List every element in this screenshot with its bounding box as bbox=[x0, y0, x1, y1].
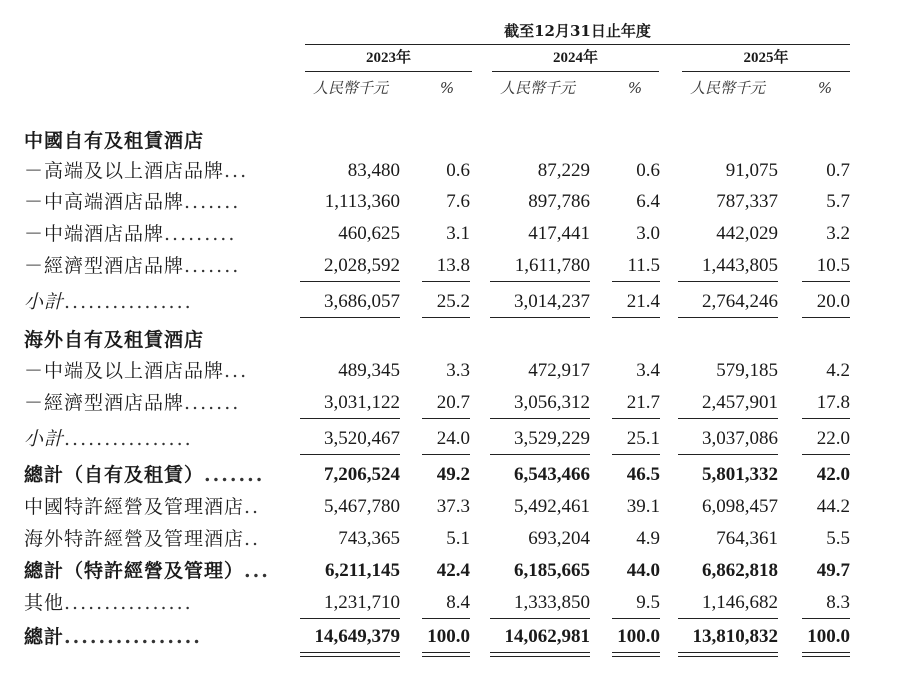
leader-dots: .. bbox=[244, 496, 261, 518]
amount-cell: 3,520,467 bbox=[324, 428, 400, 449]
leader-dots: ................ bbox=[64, 626, 202, 648]
percent-cell: 7.6 bbox=[446, 191, 470, 212]
amount-cell: 1,443,805 bbox=[702, 255, 778, 276]
underline bbox=[490, 618, 590, 619]
percent-cell: 21.4 bbox=[626, 291, 660, 312]
percent-cell: 39.1 bbox=[626, 496, 660, 517]
amount-unit-label: 人民幣千元 bbox=[690, 79, 766, 97]
leader-dots: ... bbox=[224, 160, 249, 182]
double-underline bbox=[422, 652, 470, 657]
row-label bbox=[24, 426, 193, 452]
row-label bbox=[24, 590, 193, 616]
leader-dots: ... bbox=[244, 560, 270, 582]
percent-cell: 9.5 bbox=[636, 592, 660, 613]
underline bbox=[422, 281, 470, 282]
percent-cell: 3.1 bbox=[446, 223, 470, 244]
amount-cell: 6,862,818 bbox=[702, 560, 778, 581]
amount-cell: 3,686,057 bbox=[324, 291, 400, 312]
leader-dots: ....... bbox=[184, 392, 241, 414]
row-label-text: －中端及以上酒店品牌 bbox=[24, 360, 225, 382]
underline bbox=[802, 418, 850, 419]
row-label bbox=[24, 494, 260, 520]
underline bbox=[678, 454, 778, 455]
underline bbox=[802, 317, 850, 318]
amount-cell: 6,185,665 bbox=[514, 560, 590, 581]
underline bbox=[802, 454, 850, 455]
amount-cell: 87,229 bbox=[537, 160, 590, 181]
percent-cell: 5.7 bbox=[826, 191, 850, 212]
period-header-rule bbox=[305, 44, 850, 45]
amount-cell: 7,206,524 bbox=[324, 464, 400, 485]
underline bbox=[612, 418, 660, 419]
underline bbox=[422, 317, 470, 318]
percent-unit-label: % bbox=[439, 79, 455, 97]
percent-cell: 22.0 bbox=[816, 428, 850, 449]
row-label-text: 小計 bbox=[24, 428, 65, 450]
percent-cell: 21.7 bbox=[626, 392, 660, 413]
leader-dots: ....... bbox=[184, 191, 241, 213]
underline bbox=[678, 618, 778, 619]
underline bbox=[490, 454, 590, 455]
row-label bbox=[24, 128, 204, 154]
amount-cell: 417,441 bbox=[528, 223, 590, 244]
leader-dots: ......... bbox=[164, 223, 237, 245]
amount-cell: 3,014,237 bbox=[514, 291, 590, 312]
leader-dots: ....... bbox=[184, 255, 241, 277]
row-label bbox=[24, 253, 240, 279]
double-underline bbox=[300, 652, 400, 657]
amount-cell: 5,467,780 bbox=[324, 496, 400, 517]
percent-cell: 44.2 bbox=[816, 496, 850, 517]
amount-cell: 14,062,981 bbox=[504, 626, 590, 647]
underline bbox=[300, 454, 400, 455]
amount-cell: 743,365 bbox=[338, 528, 400, 549]
double-underline bbox=[678, 652, 778, 657]
year-header: 2024年 bbox=[552, 50, 598, 66]
row-label-text: －經濟型酒店品牌 bbox=[24, 255, 185, 277]
percent-cell: 49.2 bbox=[436, 464, 470, 485]
amount-cell: 5,801,332 bbox=[702, 464, 778, 485]
amount-cell: 2,764,246 bbox=[702, 291, 778, 312]
row-label-text: 海外自有及租賃酒店 bbox=[24, 329, 205, 351]
row-label bbox=[24, 358, 248, 384]
underline bbox=[422, 454, 470, 455]
percent-cell: 0.6 bbox=[446, 160, 470, 181]
underline bbox=[612, 281, 660, 282]
underline bbox=[300, 281, 400, 282]
underline bbox=[678, 418, 778, 419]
row-label bbox=[24, 624, 202, 650]
percent-unit-label: % bbox=[817, 79, 833, 97]
percent-cell: 25.2 bbox=[436, 291, 470, 312]
year-header-rule bbox=[305, 71, 472, 72]
amount-cell: 489,345 bbox=[338, 360, 400, 381]
row-label-text: 海外特許經營及管理酒店 bbox=[24, 528, 245, 550]
amount-cell: 1,231,710 bbox=[324, 592, 400, 613]
amount-cell: 6,098,457 bbox=[702, 496, 778, 517]
row-label-text: 小計 bbox=[24, 291, 65, 313]
amount-unit-label: 人民幣千元 bbox=[500, 79, 576, 97]
percent-cell: 11.5 bbox=[627, 255, 660, 276]
amount-cell: 787,337 bbox=[716, 191, 778, 212]
row-label bbox=[24, 558, 270, 584]
amount-cell: 1,146,682 bbox=[702, 592, 778, 613]
amount-cell: 1,611,780 bbox=[514, 255, 590, 276]
row-label-text: －經濟型酒店品牌 bbox=[24, 392, 185, 414]
underline bbox=[678, 317, 778, 318]
percent-cell: 6.4 bbox=[636, 191, 660, 212]
percent-cell: 8.3 bbox=[826, 592, 850, 613]
percent-cell: 3.4 bbox=[636, 360, 660, 381]
amount-cell: 693,204 bbox=[528, 528, 590, 549]
underline bbox=[422, 418, 470, 419]
amount-cell: 472,917 bbox=[528, 360, 590, 381]
percent-cell: 24.0 bbox=[436, 428, 470, 449]
percent-cell: 100.0 bbox=[807, 626, 850, 647]
year-header-rule bbox=[492, 71, 659, 72]
underline bbox=[612, 454, 660, 455]
amount-cell: 5,492,461 bbox=[514, 496, 590, 517]
row-label bbox=[24, 390, 240, 416]
percent-cell: 44.0 bbox=[626, 560, 660, 581]
amount-cell: 3,529,229 bbox=[514, 428, 590, 449]
row-label bbox=[24, 327, 204, 353]
row-label bbox=[24, 289, 193, 315]
percent-cell: 3.0 bbox=[636, 223, 660, 244]
percent-cell: 49.7 bbox=[816, 560, 850, 581]
amount-cell: 764,361 bbox=[716, 528, 778, 549]
period-header: 截至12月31日止年度 bbox=[504, 22, 651, 40]
row-label-text: 中國特許經營及管理酒店 bbox=[24, 496, 245, 518]
leader-dots: ................ bbox=[64, 291, 193, 313]
leader-dots: ................ bbox=[64, 428, 193, 450]
underline bbox=[612, 317, 660, 318]
amount-cell: 2,457,901 bbox=[702, 392, 778, 413]
amount-cell: 897,786 bbox=[528, 191, 590, 212]
percent-cell: 5.1 bbox=[446, 528, 470, 549]
row-label-text: 總計（自有及租賃） bbox=[24, 464, 205, 486]
year-header: 2025年 bbox=[743, 50, 789, 66]
percent-cell: 3.3 bbox=[446, 360, 470, 381]
row-label-text: －中端酒店品牌 bbox=[24, 223, 165, 245]
amount-cell: 2,028,592 bbox=[324, 255, 400, 276]
percent-unit-label: % bbox=[627, 79, 643, 97]
underline bbox=[422, 618, 470, 619]
percent-cell: 25.1 bbox=[626, 428, 660, 449]
amount-cell: 6,211,145 bbox=[325, 560, 400, 581]
percent-cell: 17.8 bbox=[816, 392, 850, 413]
row-label-text: 總計（特許經營及管理） bbox=[24, 560, 245, 582]
row-label-text: －高端及以上酒店品牌 bbox=[24, 160, 225, 182]
percent-cell: 10.5 bbox=[816, 255, 850, 276]
amount-cell: 3,037,086 bbox=[702, 428, 778, 449]
year-header-rule bbox=[682, 71, 850, 72]
double-underline bbox=[802, 652, 850, 657]
underline bbox=[490, 418, 590, 419]
percent-cell: 4.9 bbox=[636, 528, 660, 549]
percent-cell: 3.2 bbox=[826, 223, 850, 244]
amount-cell: 3,031,122 bbox=[324, 392, 400, 413]
underline bbox=[300, 418, 400, 419]
leader-dots: ... bbox=[224, 360, 249, 382]
amount-cell: 1,333,850 bbox=[514, 592, 590, 613]
row-label bbox=[24, 462, 264, 488]
percent-cell: 100.0 bbox=[617, 626, 660, 647]
percent-cell: 20.7 bbox=[436, 392, 470, 413]
percent-cell: 5.5 bbox=[826, 528, 850, 549]
year-header: 2023年 bbox=[365, 50, 411, 66]
amount-unit-label: 人民幣千元 bbox=[313, 79, 389, 97]
percent-cell: 0.7 bbox=[826, 160, 850, 181]
underline bbox=[300, 618, 400, 619]
amount-cell: 579,185 bbox=[716, 360, 778, 381]
row-label-text: 總計 bbox=[24, 626, 65, 648]
percent-cell: 37.3 bbox=[436, 496, 470, 517]
underline bbox=[490, 317, 590, 318]
percent-cell: 13.8 bbox=[436, 255, 470, 276]
row-label bbox=[24, 189, 240, 215]
underline bbox=[802, 618, 850, 619]
row-label-text: 中國自有及租賃酒店 bbox=[24, 130, 205, 152]
row-label bbox=[24, 526, 260, 552]
leader-dots: ................ bbox=[64, 592, 193, 614]
underline bbox=[300, 317, 400, 318]
double-underline bbox=[490, 652, 590, 657]
row-label bbox=[24, 221, 236, 247]
row-label-text: 其他 bbox=[24, 592, 65, 614]
row-label-text: －中高端酒店品牌 bbox=[24, 191, 185, 213]
amount-cell: 460,625 bbox=[338, 223, 400, 244]
percent-cell: 42.0 bbox=[816, 464, 850, 485]
amount-cell: 3,056,312 bbox=[514, 392, 590, 413]
underline bbox=[678, 281, 778, 282]
leader-dots: ....... bbox=[204, 464, 265, 486]
amount-cell: 442,029 bbox=[716, 223, 778, 244]
percent-cell: 42.4 bbox=[436, 560, 470, 581]
amount-cell: 14,649,379 bbox=[314, 626, 400, 647]
percent-cell: 0.6 bbox=[636, 160, 660, 181]
percent-cell: 20.0 bbox=[816, 291, 850, 312]
percent-cell: 4.2 bbox=[826, 360, 850, 381]
underline bbox=[612, 618, 660, 619]
percent-cell: 8.4 bbox=[446, 592, 470, 613]
amount-cell: 83,480 bbox=[347, 160, 400, 181]
amount-cell: 13,810,832 bbox=[692, 626, 778, 647]
row-label bbox=[24, 158, 248, 184]
leader-dots: .. bbox=[244, 528, 261, 550]
percent-cell: 100.0 bbox=[427, 626, 470, 647]
underline bbox=[490, 281, 590, 282]
underline bbox=[802, 281, 850, 282]
amount-cell: 91,075 bbox=[725, 160, 778, 181]
double-underline bbox=[612, 652, 660, 657]
amount-cell: 1,113,360 bbox=[324, 191, 400, 212]
amount-cell: 6,543,466 bbox=[514, 464, 590, 485]
percent-cell: 46.5 bbox=[626, 464, 660, 485]
